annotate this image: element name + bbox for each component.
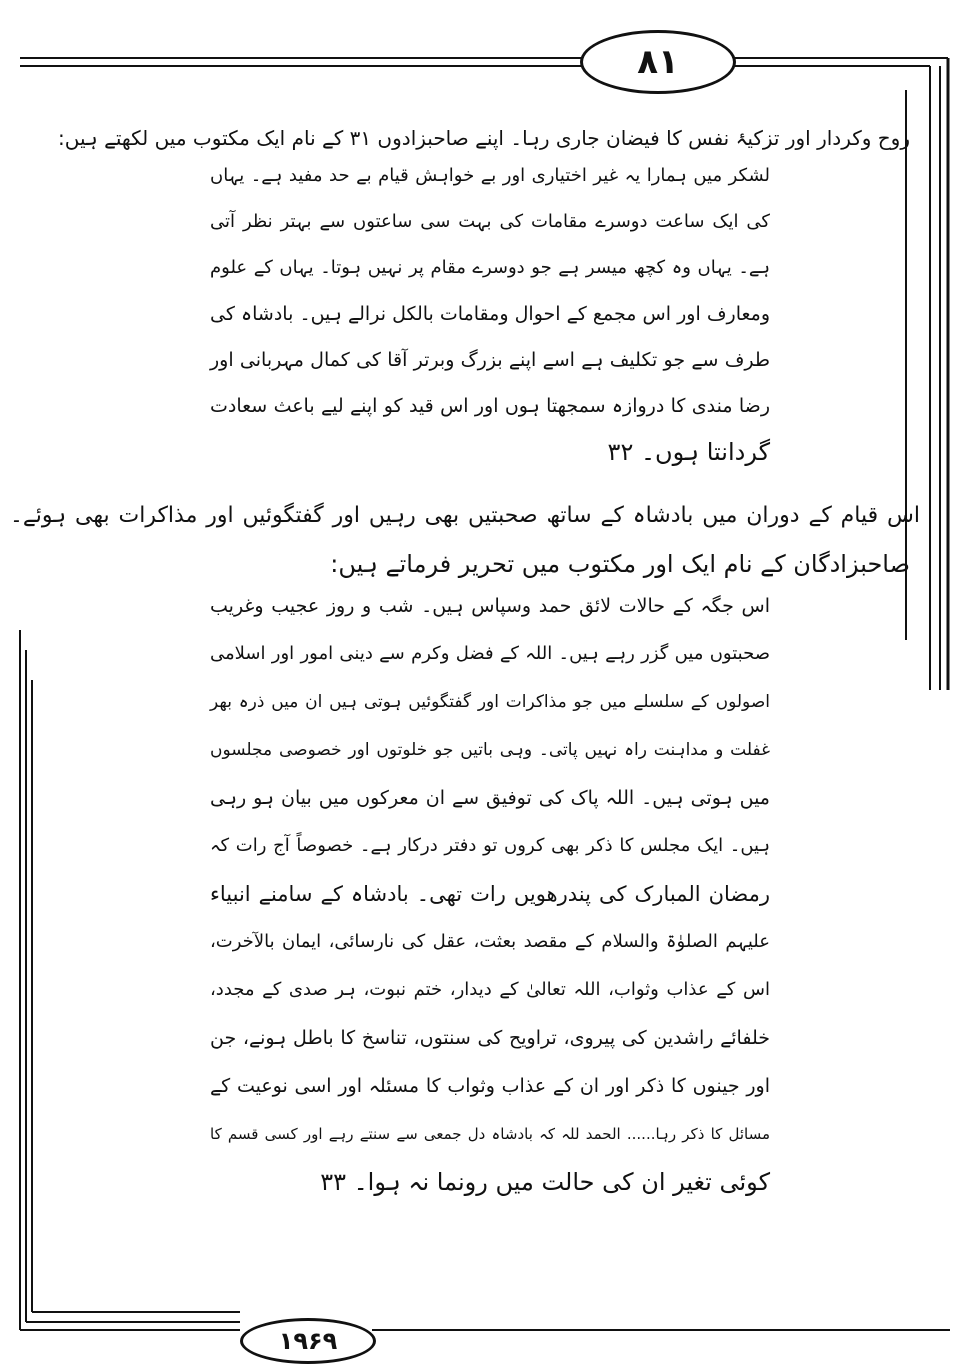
text-line: اس جگہ کے حالات لائق حمد وسپاس ہیں۔ شب و روز عجیب وغریب: [210, 595, 770, 617]
text-line: میں ہوتی ہیں۔ اللہ پاک کی توفیق سے ان معرکوں میں بیان ہو رہی: [210, 787, 770, 809]
text-line: مسائل کا ذکر رہا...... الحمد للہ کہ بادشاہ دل جمعی سے سنتے رہے اور کسی قسم کا: [210, 1125, 770, 1143]
text-line: اور جینوں کا ذکر اور ان کے عذاب وثواب کا مسئلہ اور اسی نوعیت کے: [210, 1075, 770, 1097]
text-line: خلفائے راشدین کی پیروی، تراویح کی سنتوں، تناسخ کا باطل ہونے، جن: [210, 1027, 770, 1049]
text-line: رضا مندی کا دروازہ سمجھتا ہوں اور اس قید کو اپنے لیے باعث سعادت: [210, 395, 770, 417]
page-number: ۸۱: [580, 30, 736, 94]
text-line: روح وکردار اور تزکیۂ نفس کا فیضان جاری رہا۔ اپنے صاحبزادوں ۳۱ کے نام ایک مکتوب میں لکھتے ہیں:: [58, 126, 910, 150]
text-line: رمضان المبارک کی پندرھویں رات تھی۔ بادشاہ کے سامنے انبیاء: [210, 882, 770, 906]
text-line: صاحبزادگان کے نام ایک اور مکتوب میں تحریر فرماتے ہیں:: [330, 550, 910, 578]
text-line: صحبتوں میں گزر رہے ہیں۔ اللہ کے فضل وکرم سے دینی امور اور اسلامی: [210, 643, 770, 664]
text-line: گردانتا ہوں۔ ۳۲: [607, 438, 770, 466]
text-line: غفلت و مداہنت راہ نہیں پاتی۔ وہی باتیں جو خلوتوں اور خصوصی مجلسوں: [210, 740, 770, 760]
folio-number: ۱۹۶۹: [240, 1318, 376, 1364]
text-line: اس کے عذاب وثواب، اللہ تعالیٰ کے دیدار، ختم نبوت، ہر صدی کے مجدد،: [210, 979, 770, 1000]
text-line: کوئی تغیر ان کی حالت میں رونما نہ ہوا۔ ۳۳: [320, 1168, 770, 1196]
text-line: اصولوں کے سلسلے میں جو مذاکرات اور گفتگوئیں ہوتی ہیں ان میں ذرہ بھر: [210, 692, 770, 712]
text-line: اس قیام کے دوران میں بادشاہ کے ساتھ صحبتیں بھی رہیں اور گفتگوئیں اور مذاکرات بھی ہوئے۔: [10, 503, 920, 528]
text-line: ہیں۔ ایک مجلس کا ذکر بھی کروں تو دفتر درکار ہے۔ خصوصاً آج رات کہ: [210, 835, 770, 856]
text-line: طرف سے جو تکلیف ہے اسے اپنے بزرگ وبرتر آقا کی کمال مہربانی اور: [210, 349, 770, 371]
text-line: علیہم الصلوٰۃ والسلام کے مقصد بعثت، عقل کی نارسائی، ایمان بالآخرت،: [210, 931, 770, 952]
text-line: ہے۔ یہاں وہ کچھ میسر ہے جو دوسرے مقام پر نہیں ہوتا۔ یہاں کے علوم: [210, 257, 770, 278]
text-line: لشکر میں ہمارا یہ غیر اختیاری اور بے خواہش قیام بے حد مفید ہے۔ یہاں: [210, 165, 770, 186]
text-line: کی ایک ساعت دوسرے مقامات کی بہت سی ساعتوں سے بہتر نظر آتی: [210, 211, 770, 232]
text-line: ومعارف اور اس مجمع کے احوال ومقامات بالکل نرالے ہیں۔ بادشاہ کی: [210, 303, 770, 325]
